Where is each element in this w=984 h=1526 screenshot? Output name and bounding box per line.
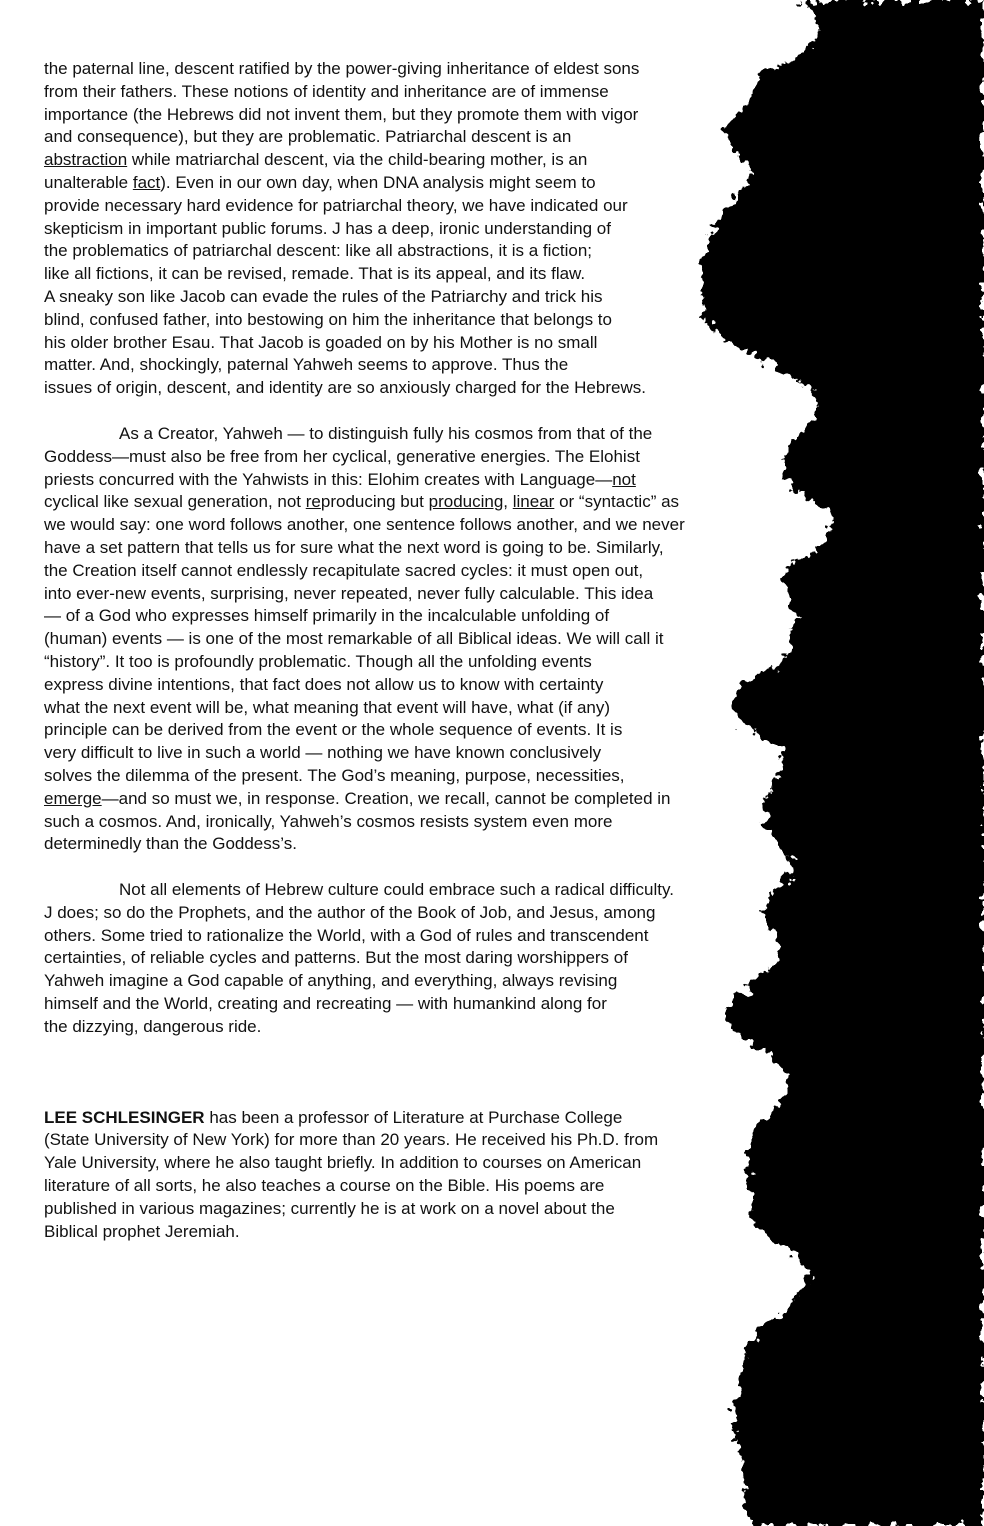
- text-line: issues of origin, descent, and identity are so anxiously charged for the Hebrews.: [44, 378, 646, 398]
- text-line: certainties, of reliable cycles and patterns. But the most daring worshippers of: [44, 948, 628, 968]
- text-segment: ,: [503, 492, 513, 512]
- text-line: Goddess—must also be free from her cyclical, generative energies. The Elohist: [44, 446, 640, 466]
- text-line: express divine intentions, that fact does not allow us to know with certainty: [44, 674, 604, 694]
- text-segment: priests concurred with the Yahwists in this: Elohim creates with Language—: [44, 469, 613, 489]
- text-line: skepticism in important public forums. J has a deep, ironic understanding of: [44, 218, 611, 238]
- text-line: literature of all sorts, he also teaches a course on the Bible. His poems are: [44, 1176, 605, 1196]
- text-line: [44, 788, 764, 811]
- text-line: what the next event will be, what meaning that event will have, what (if any): [44, 697, 611, 717]
- text-line: (human) events — is one of the most remarkable of all Biblical ideas. We will call it: [44, 629, 664, 649]
- text-line: solves the dilemma of the present. The God’s meaning, purpose, necessities,: [44, 765, 625, 785]
- text-segment: unalterable: [44, 172, 133, 192]
- text-line: “history”. It too is profoundly problematic. Though all the unfolding events: [44, 651, 592, 671]
- text-line: [44, 149, 764, 172]
- text-line: [44, 1107, 764, 1130]
- text-line: Not all elements of Hebrew culture could embrace such a radical difficulty.: [119, 880, 674, 900]
- text-line: blind, confused father, into bestowing on him the inheritance that belongs to: [44, 309, 612, 329]
- text-line: and consequence), but they are problematic. Patriarchal descent is an: [44, 127, 572, 147]
- author-bio: [44, 1107, 764, 1244]
- text-line: J does; so do the Prophets, and the author of the Book of Job, and Jesus, among: [44, 902, 656, 922]
- paragraph-gap: [44, 400, 764, 423]
- paragraph-gap: [44, 856, 764, 879]
- underlined-word: producing: [428, 492, 504, 512]
- text-segment: while matriarchal descent, via the child-bearing mother, is an: [127, 150, 588, 170]
- text-line: [44, 491, 764, 514]
- text-segment: or “syntactic” as: [554, 492, 680, 512]
- text-line: the paternal line, descent ratified by the power-giving inheritance of eldest sons: [44, 59, 640, 78]
- text-line: Yale University, where he also taught briefly. In addition to courses on American: [44, 1153, 642, 1173]
- underlined-word: not: [612, 469, 636, 489]
- text-line: determinedly than the Goddess’s.: [44, 834, 297, 854]
- text-line: the dizzying, dangerous ride.: [44, 1016, 262, 1036]
- text-line: the Creation itself cannot endlessly recapitulate sacred cycles: it must open out,: [44, 560, 644, 580]
- text-line: [44, 469, 764, 492]
- text-line: the problematics of patriarchal descent: like all abstractions, it is a fiction;: [44, 241, 593, 261]
- text-line: such a cosmos. And, ironically, Yahweh’s cosmos resists system even more: [44, 811, 613, 831]
- underlined-word: emerge: [44, 788, 102, 808]
- text-line: matter. And, shockingly, paternal Yahweh seems to approve. Thus the: [44, 355, 569, 375]
- text-line: we would say: one word follows another, one sentence follows another, and we never: [44, 515, 685, 535]
- section-gap: [44, 1039, 764, 1107]
- text-line: published in various magazines; currently he is at work on a novel about the: [44, 1198, 615, 1218]
- text-line: like all fictions, it can be revised, remade. That is its appeal, and its flaw.: [44, 264, 586, 284]
- paragraph-1: [44, 58, 764, 400]
- paragraph-3: [44, 879, 764, 1039]
- text-line: As a Creator, Yahweh — to distinguish fully his cosmos from that of the: [119, 423, 653, 443]
- text-line: himself and the World, creating and recreating — with humankind along for: [44, 994, 607, 1014]
- text-segment: ). Even in our own day, when DNA analysis might seem to: [160, 172, 596, 192]
- text-line: — of a God who expresses himself primarily in the incalculable unfolding of: [44, 606, 610, 626]
- underlined-word: fact: [132, 172, 161, 192]
- text-line: (State University of New York) for more than 20 years. He received his Ph.D. from: [44, 1130, 659, 1150]
- paragraph-2: [44, 423, 764, 856]
- text-line: very difficult to live in such a world — nothing we have known conclusively: [44, 743, 602, 763]
- underlined-word: abstraction: [44, 150, 128, 170]
- text-line: have a set pattern that tells us for sure what the next word is going to be. Similarly,: [44, 537, 664, 557]
- text-line: into ever-new events, surprising, never repeated, never fully calculable. This idea: [44, 583, 654, 603]
- text-segment: producing but: [320, 492, 429, 512]
- text-line: provide necessary hard evidence for patriarchal theory, we have indicated our: [44, 195, 628, 215]
- text-line: A sneaky son like Jacob can evade the rules of the Patriarchy and trick his: [44, 286, 603, 306]
- text-line: principle can be derived from the event or the whole sequence of events. It is: [44, 720, 623, 740]
- text-segment: —and so must we, in response. Creation, we recall, cannot be completed in: [101, 788, 671, 808]
- underlined-word: re: [305, 492, 321, 512]
- text-line: importance (the Hebrews did not invent them, but they promote them with vigor: [44, 104, 639, 124]
- author-name: LEE SCHLESINGER: [44, 1107, 205, 1127]
- text-line: Biblical prophet Jeremiah.: [44, 1221, 240, 1241]
- article-text: [44, 58, 764, 1243]
- text-line: Yahweh imagine a God capable of anything, and everything, always revising: [44, 971, 618, 991]
- text-line: others. Some tried to rationalize the World, with a God of rules and transcendent: [44, 925, 649, 945]
- text-line: his older brother Esau. That Jacob is goaded on by his Mother is no small: [44, 332, 598, 352]
- text-line: from their fathers. These notions of identity and inheritance are of immense: [44, 81, 609, 101]
- text-line: [44, 172, 764, 195]
- text-segment: has been a professor of Literature at Purchase College: [204, 1107, 623, 1127]
- text-segment: cyclical like sexual generation, not: [44, 492, 306, 512]
- underlined-word: linear: [512, 492, 555, 512]
